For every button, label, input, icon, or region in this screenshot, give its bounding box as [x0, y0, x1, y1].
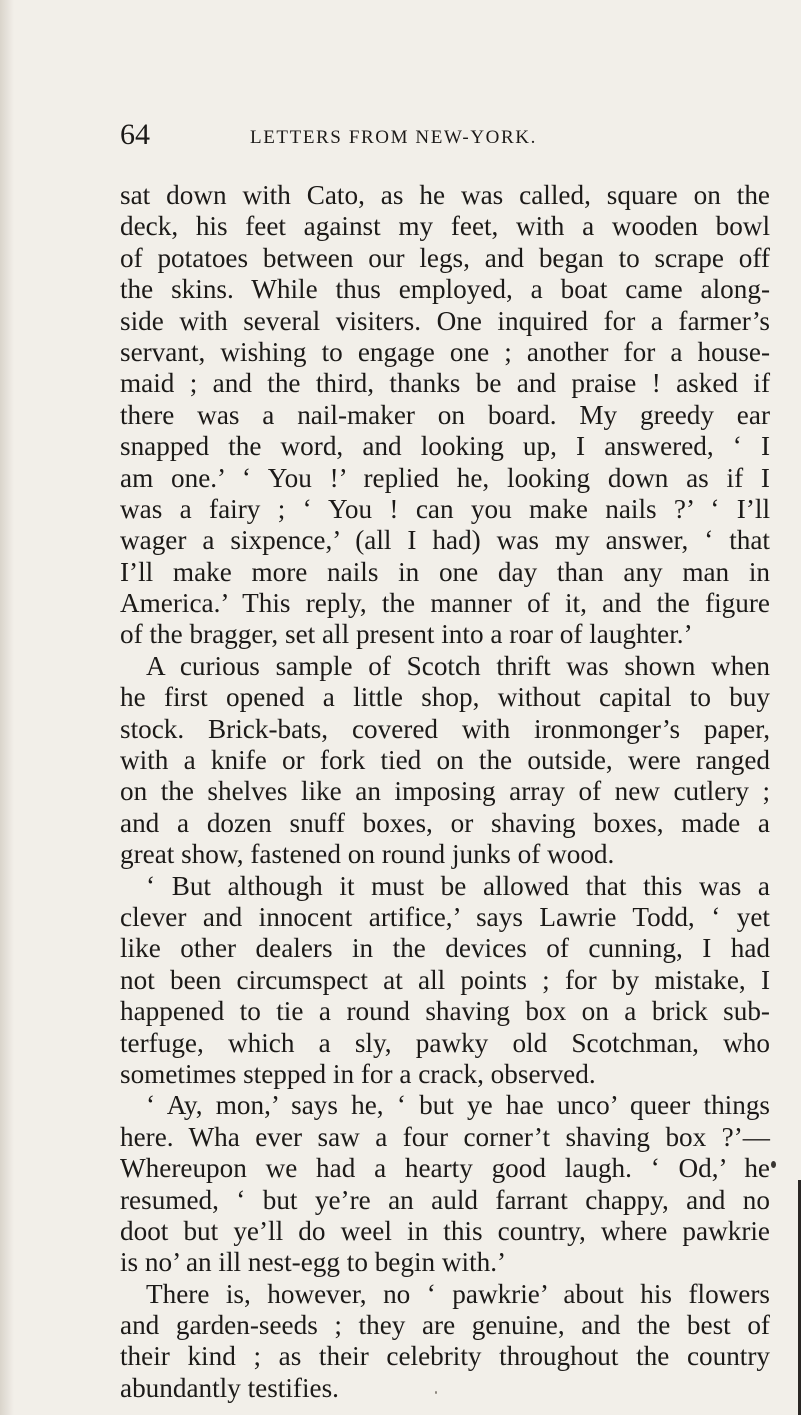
text-line: maid ; and the third, thanks be and praise ! asked if: [120, 368, 770, 399]
body-text: [120, 180, 770, 1404]
text-line: he first opened a little shop, without capital to buy: [120, 682, 770, 713]
text-line: deck, his feet against my feet, with a wooden bowl: [120, 211, 770, 242]
text-line: doot but ye’ll do weel in this country, where pawkrie: [120, 1215, 770, 1246]
text-line: ‘ But although it must be allowed that this was a: [146, 870, 770, 901]
text-line: am one.’ ‘ You !’ replied he, looking down as if I: [120, 462, 770, 493]
text-line: like other dealers in the devices of cunning, I had: [120, 933, 770, 964]
text-line: snapped the word, and looking up, I answered, ‘ I: [120, 431, 770, 462]
text-line: resumed, ‘ but ye’re an auld farrant chappy, and no: [120, 1184, 770, 1215]
page-number: 64: [120, 118, 150, 151]
text-line: There is, however, no ‘ pawkrie’ about his flowers: [146, 1278, 770, 1309]
text-line: was a fairy ; ‘ You ! can you make nails ?’ ‘ I’ll: [120, 493, 770, 524]
text-line: America.’ This reply, the manner of it, and the figure: [120, 588, 770, 619]
page-header: [120, 120, 730, 160]
text-line: terfuge, which a sly, pawky old Scotchman, who: [120, 1027, 770, 1058]
text-line: of potatoes between our legs, and began to scrape off: [120, 242, 770, 273]
text-line: happened to tie a round shaving box on a brick sub-: [120, 996, 770, 1027]
text-line: I’ll make more nails in one day than any man in: [120, 556, 770, 587]
text-line: clever and innocent artifice,’ says Lawrie Todd, ‘ yet: [120, 901, 770, 932]
text-line: stock. Brick-bats, covered with ironmonger’s paper,: [120, 713, 770, 744]
text-line: of the bragger, set all present into a roar of laughter.’: [120, 619, 693, 650]
gutter-shadow: [0, 0, 14, 1415]
text-line: sat down with Cato, as he was called, square on the: [120, 180, 770, 210]
text-line: servant, wishing to engage one ; another for a house-: [120, 336, 770, 367]
text-line: ‘ Ay, mon,’ says he, ‘ but ye hae unco’ queer things: [146, 1090, 770, 1121]
text-line: and a dozen snuff boxes, or shaving boxes, made a: [120, 807, 770, 838]
text-line: with a knife or fork tied on the outside, were ranged: [120, 745, 770, 776]
text-line: great show, fastened on round junks of wood.: [120, 839, 615, 870]
text-line: not been circumspect at all points ; for by mistake, I: [120, 964, 770, 995]
text-line: on the shelves like an imposing array of new cutlery ;: [120, 776, 770, 807]
text-line: the skins. While thus employed, a boat came along-: [120, 274, 770, 305]
running-head: LETTERS FROM NEW-YORK.: [250, 127, 537, 148]
text-line: side with several visiters. One inquired for a farmer’s: [120, 305, 770, 336]
text-line: Whereupon we had a hearty good laugh. ‘ Od,’ he: [120, 1153, 770, 1184]
text-line: here. Wha ever saw a four corner’t shaving box ?’—: [120, 1121, 770, 1152]
text-line: sometimes stepped in for a crack, observed.: [120, 1058, 596, 1089]
ink-speck: [771, 1161, 776, 1168]
text-line: and garden-seeds ; they are genuine, and the best of: [120, 1310, 770, 1341]
text-line: wager a sixpence,’ (all I had) was my answer, ‘ that: [120, 525, 770, 556]
text-line: abundantly testifies.: [120, 1372, 339, 1403]
ink-speck: [435, 1391, 437, 1394]
text-line: is no’ an ill nest-egg to begin with.’: [120, 1247, 507, 1278]
text-line: there was a nail-maker on board. My greedy ear: [120, 399, 770, 430]
text-line: their kind ; as their celebrity throughout the country: [120, 1341, 770, 1372]
text-line: A curious sample of Scotch thrift was shown when: [146, 650, 770, 681]
